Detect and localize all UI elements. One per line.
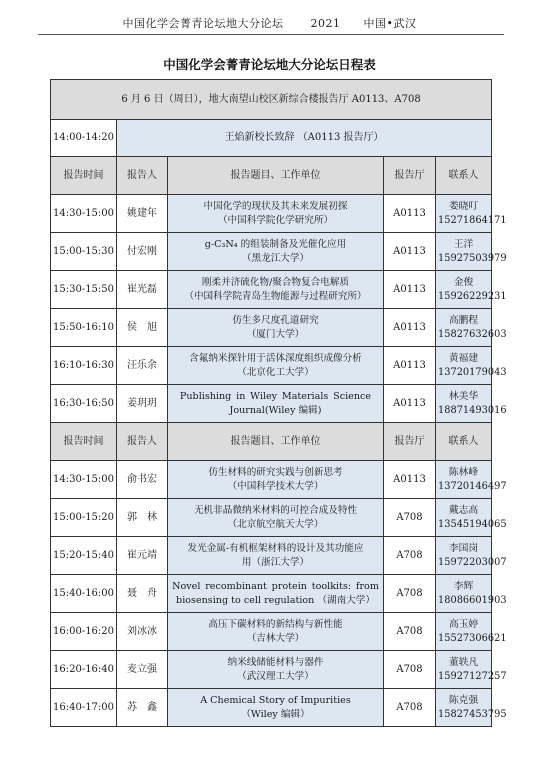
page-title: 中国化学会菁青论坛地大分论坛日程表 [163,57,376,72]
talk-title: 仿生多尺度孔道研究 [232,314,319,326]
header-topic: 报告题目、工作单位 [168,157,384,195]
time-cell: 15:40-16:00 [51,575,117,613]
table-row [51,195,492,233]
time-cell: 16:10-16:30 [51,347,117,385]
schedule-table [50,79,507,727]
contact-phone: 13720179043 [438,366,507,378]
contact-phone: 15271864171 [438,214,507,226]
talk-title: 纳米线储能材料与器件 [227,656,324,668]
affiliation: （北京化工大学） [237,366,314,378]
contact-name: 董轶凡 [448,656,479,668]
affiliation: 用（浙江大学） [241,556,310,568]
affiliation: （中国科学技术大学） [227,480,324,492]
topic-cell [168,537,384,575]
contact-name: 高玉婷 [448,618,479,630]
running-head: 中国化学会菁青论坛地大分论坛 2021 中国•武汉 [122,17,417,30]
hall-cell: A708 [384,537,436,575]
talk-title: A Chemical Story of Impurities [200,694,351,706]
time-cell: 15:00-15:30 [51,233,117,271]
time-cell: 15:00-15:20 [51,499,117,537]
table-row [51,613,492,651]
contact-name: 戴志高 [448,504,479,516]
contact-cell [436,689,507,727]
time-cell: 16:30-16:50 [51,385,117,423]
hall-cell: A0113 [384,347,436,385]
table-row [51,575,492,613]
contact-name: 娄晓叮 [448,200,479,212]
talk-title: 高压下碳材料的新结构与新性能 [208,618,343,630]
column-header-row [51,157,492,195]
opening-ceremony: 王焰新校长致辞 （A0113 报告厅） [117,120,492,157]
talk-title: 无机非晶微纳米材料的可控合成及特性 [193,504,358,516]
contact-cell [436,195,507,233]
hall-cell: A708 [384,689,436,727]
header-speaker: 报告人 [117,423,168,461]
topic-cell [168,233,384,271]
header-time: 报告时间 [51,157,117,195]
talk-title: Novel recombinant protein toolkits: from [172,580,379,592]
contact-cell [436,613,507,651]
contact-phone: 15972203007 [438,556,507,568]
topic-cell [168,347,384,385]
table-row [51,233,492,271]
talk-title: g-C₃N₄ 的组装制备及光催化应用 [204,238,347,250]
affiliation: （北京航空航天大学） [227,518,324,530]
speaker-cell: 麦立强 [117,651,168,689]
table-row [51,271,492,309]
contact-name: 陈克强 [448,694,479,706]
contact-phone: 15827453795 [438,708,507,720]
table-row [51,461,492,499]
table-row [51,537,492,575]
contact-name: 陈林峰 [448,466,479,478]
talk-title: 发光金属-有机框架材料的设计及其功能应 [187,542,364,554]
contact-phone: 15927127257 [438,670,507,682]
speaker-cell: 崔光磊 [117,271,168,309]
affiliation: （中国科学院青岛生物能源与过程研究所） [184,290,367,302]
speaker-cell: 聂 舟 [117,575,168,613]
contact-phone: 18871493016 [438,404,507,416]
topic-cell [168,575,384,613]
contact-phone: 15827632603 [438,328,507,340]
topic-cell [168,499,384,537]
contact-name: 金俊 [453,276,474,288]
header-hall: 报告厅 [384,423,436,461]
opening-time: 14:00-14:20 [51,120,117,157]
contact-phone: 15927503979 [438,252,507,264]
contact-name: 林美华 [448,390,479,402]
time-cell: 16:20-16:40 [51,651,117,689]
contact-phone: 15527306621 [438,632,507,644]
table-row [51,347,492,385]
opening-row [51,120,492,157]
speaker-cell: 侯 旭 [117,309,168,347]
topic-cell [168,195,384,233]
hall-cell: A708 [384,575,436,613]
affiliation: biosensing to cell regulation （湖南大学） [176,594,375,606]
affiliation: （武汉理工大学） [237,670,314,682]
topic-cell [168,385,384,423]
speaker-cell: 姚建年 [117,195,168,233]
contact-cell [436,385,507,423]
speaker-cell: 姜玥玥 [117,385,168,423]
affiliation: Journal(Wiley 编辑) [229,404,322,416]
contact-phone: 13720146497 [438,480,507,492]
hall-cell: A0113 [384,309,436,347]
contact-phone: 18086601903 [438,594,507,606]
hall-cell: A708 [384,613,436,651]
hall-cell: A0113 [384,271,436,309]
contact-phone: 13545194065 [438,518,507,530]
contact-name: 李辉 [453,580,474,592]
contact-cell [436,499,507,537]
contact-cell [436,233,507,271]
header-contact: 联系人 [436,423,492,461]
affiliation: （Wiley 编辑） [241,708,310,720]
time-cell: 16:40-17:00 [51,689,117,727]
contact-cell [436,461,507,499]
contact-cell [436,651,507,689]
table-row [51,309,492,347]
header-rule [38,34,504,35]
contact-name: 黄福建 [448,352,479,364]
affiliation: （中国科学院化学研究所） [217,214,334,226]
hall-cell: A708 [384,499,436,537]
table-row [51,385,492,423]
speaker-cell: 郭 林 [117,499,168,537]
contact-cell [436,309,507,347]
hall-cell: A0113 [384,461,436,499]
time-cell: 15:30-15:50 [51,271,117,309]
topic-cell [168,613,384,651]
contact-cell [436,347,507,385]
header-topic: 报告题目、工作单位 [168,423,384,461]
contact-cell [436,537,507,575]
topic-cell [168,271,384,309]
topic-cell [168,689,384,727]
column-header-row [51,423,492,461]
speaker-cell: 汪乐余 [117,347,168,385]
contact-name: 高鹏程 [448,314,479,326]
talk-title: 含氟纳米探针用于活体深度组织成像分析 [189,352,362,364]
time-cell: 14:30-15:00 [51,461,117,499]
talk-title: 刚柔并济硫化物/聚合物复合电解质 [201,276,350,288]
affiliation: （黑龙江大学） [241,252,310,264]
topic-cell [168,651,384,689]
affiliation: （吉林大学） [246,632,305,644]
time-cell: 15:50-16:10 [51,309,117,347]
contact-cell [436,575,507,613]
speaker-cell: 苏 鑫 [117,689,168,727]
date-banner-row [51,80,492,120]
table-row [51,651,492,689]
header-hall: 报告厅 [384,157,436,195]
header-time: 报告时间 [51,423,117,461]
contact-cell [436,271,507,309]
date-banner: 6 月 6 日（周日），地大南望山校区新综合楼报告厅 A0113、A708 [51,80,492,120]
speaker-cell: 刘冰冰 [117,613,168,651]
hall-cell: A708 [384,651,436,689]
topic-cell [168,309,384,347]
time-cell: 15:20-15:40 [51,537,117,575]
speaker-cell: 俞书宏 [117,461,168,499]
hall-cell: A0113 [384,195,436,233]
header-contact: 联系人 [436,157,492,195]
contact-name: 王洋 [453,238,474,250]
table-row [51,689,492,727]
affiliation: （厦门大学） [246,328,305,340]
talk-title: 中国化学的现状及其未来发展初探 [203,200,348,212]
contact-name: 李国岗 [448,542,479,554]
header-speaker: 报告人 [117,157,168,195]
speaker-cell: 付宏刚 [117,233,168,271]
table-row [51,499,492,537]
talk-title: 仿生材料的研究实践与创新思考 [208,466,343,478]
contact-phone: 15926229231 [438,290,507,302]
speaker-cell: 崔元靖 [117,537,168,575]
hall-cell: A0113 [384,385,436,423]
topic-cell [168,461,384,499]
time-cell: 14:30-15:00 [51,195,117,233]
time-cell: 16:00-16:20 [51,613,117,651]
talk-title: Publishing in Wiley Materials Science [179,390,372,402]
hall-cell: A0113 [384,233,436,271]
